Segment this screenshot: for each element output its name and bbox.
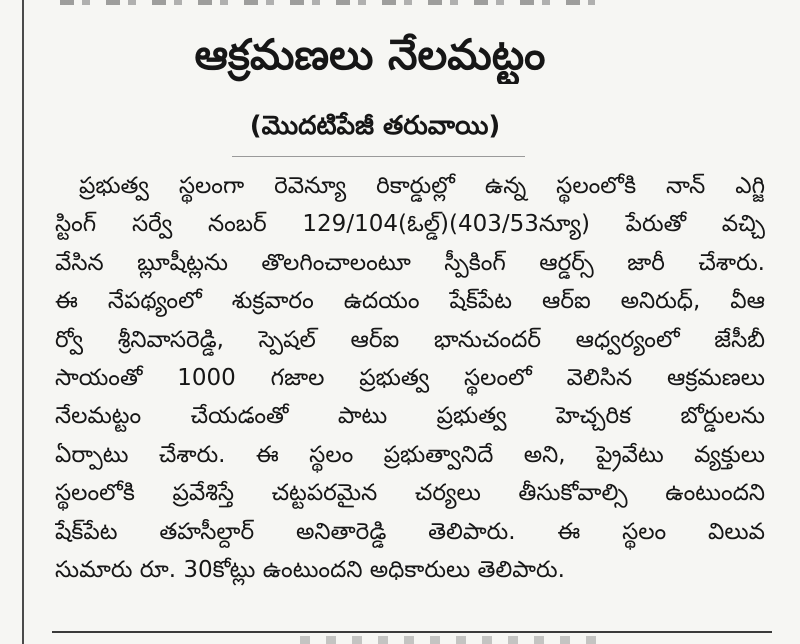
cropped-bottom-text-fragment <box>300 636 600 644</box>
body-line: షేక్‌పేట తహసీల్దార్ అనితారెడ్డి తెలిపారు. ఈ స్థలం విలువ <box>55 518 765 545</box>
body-line: ర్వో శ్రీనివాసరెడ్డి, స్పెషల్ ఆర్ఐ భానుచందర్ ఆధ్వర్యంలో జేసీబీ <box>55 326 765 353</box>
article-body <box>55 167 765 589</box>
body-line: వేసిన బ్లూషీట్లను తొలగించాలంటూ స్పీకింగ్ ఆర్డర్స్ జారీ చేశారు. <box>55 249 765 276</box>
body-line: ఏర్పాటు చేశారు. ఈ స్థలం ప్రభుత్వానిదే అని, ప్రైవేటు వ్యక్తులు <box>55 441 765 468</box>
headline: ఆక్రమణలు నేలమట్టం <box>194 30 546 79</box>
body-line: నేలమట్టం చేయడంతో పాటు ప్రభుత్వ హెచ్చరిక బోర్డులను <box>55 403 765 430</box>
body-line: స్టింగ్ సర్వే నంబర్ 129/104(ఓల్డ్)(403/53న్యూ) పేరుతో వచ్చి <box>55 211 765 238</box>
cropped-top-text-fragment <box>60 0 595 5</box>
body-line: ఈ నేపథ్యంలో శుక్రవారం ఉదయం షేక్‌పేట ఆర్ఐ అనిరుధ్, వీఆ <box>55 288 765 315</box>
headline-divider <box>232 156 525 157</box>
column-border <box>22 0 24 644</box>
continuation-note: (మొదటిపేజీ తరువాయి) <box>249 111 501 141</box>
body-line: ప్రభుత్వ స్థలంగా రెవెన్యూ రికార్డుల్లో ఉన్న స్థలంలోకి నాన్ ఎగ్జి <box>79 173 765 199</box>
bottom-divider <box>52 631 772 633</box>
body-line: సాయంతో 1000 గజాల ప్రభుత్వ స్థలంలో వెలిసిన ఆక్రమణలు <box>55 364 765 391</box>
body-line: సుమారు రూ. 30కోట్లు ఉంటుందని అధికారులు తెలిపారు. <box>55 556 565 583</box>
body-line: స్థలంలోకి ప్రవేశిస్తే చట్టపరమైన చర్యలు తీసుకోవాల్సి ఉంటుందని <box>55 480 765 507</box>
